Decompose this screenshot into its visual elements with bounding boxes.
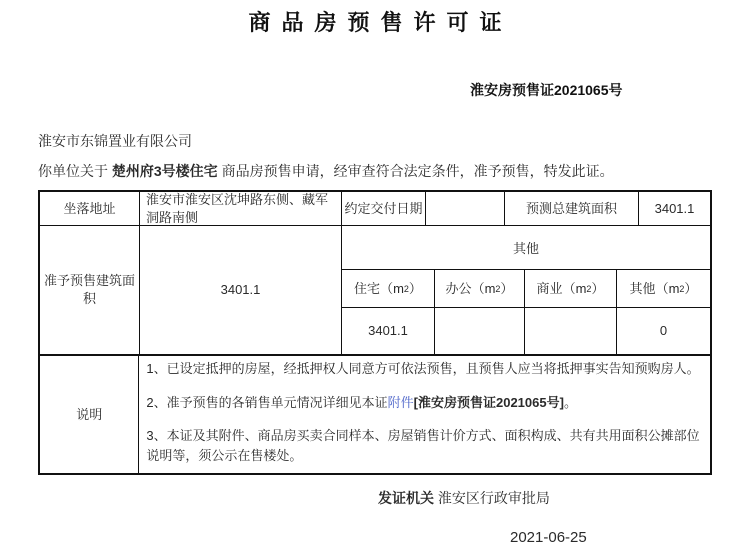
- unit-paren-close: ）: [500, 280, 514, 296]
- unit-header-office: 办公 （m 2 ）: [435, 270, 525, 308]
- certificate-number: 淮安房预售证2021065号: [470, 82, 623, 98]
- permit-table: [38, 190, 712, 475]
- unit-paren-close: ）: [408, 280, 422, 296]
- unit-header-other-text: 其他: [629, 280, 656, 296]
- issuer-label: 发证机关: [378, 490, 434, 506]
- unit-paren-open: （m: [380, 280, 404, 296]
- unit-paren-open: （m: [655, 280, 680, 296]
- unit-header-commercial: 商业 （m 2 ）: [525, 270, 617, 308]
- notes-label: 说明: [40, 356, 139, 473]
- table-row-presale-area: [40, 226, 710, 354]
- unit-header-other: 其他 （m 2 ）: [617, 270, 710, 308]
- total-area-label: 预测总建筑面积: [505, 192, 639, 226]
- issue-date: 2021-06-25: [510, 529, 587, 546]
- note-2-suffix: 。: [563, 394, 577, 410]
- unit-header-residential-text: 住宅: [354, 280, 381, 296]
- unit-value-commercial: [525, 308, 617, 354]
- presale-area-total-value: 3401.1: [140, 226, 342, 354]
- issuer-line: [378, 488, 550, 508]
- intro-suffix: 商品房预售申请，经审查符合法定条件，准予预售，特发此证。: [217, 163, 614, 179]
- other-group-header: 其他: [342, 226, 710, 270]
- page-title: 商品房预售许可证: [248, 10, 513, 35]
- intro-prefix: 你单位关于: [38, 163, 112, 179]
- unit-value-row: [342, 308, 710, 354]
- unit-paren-open: （m: [562, 280, 587, 296]
- unit-value-other: 0: [659, 323, 668, 339]
- address-label: 坐落地址: [40, 192, 140, 226]
- table-row-notes: [40, 354, 710, 473]
- table-row-address: [40, 192, 710, 226]
- intro-sentence: [38, 161, 614, 181]
- notes-content: [139, 356, 710, 473]
- unit-paren-close: ）: [591, 280, 605, 296]
- note-2-cert-ref: [淮安房预售证2021065号]: [413, 394, 564, 410]
- unit-paren-close: ）: [684, 280, 698, 296]
- issuer-value: 淮安区行政审批局: [437, 490, 550, 506]
- unit-header-commercial-text: 商业: [536, 280, 563, 296]
- note-2-prefix: 2、准予预售的各销售单元情况详细见本证: [146, 394, 388, 410]
- note-1: 1、已设定抵押的房屋，经抵押权人同意方可依法预售，且预售人应当将抵押事实告知预购房人。: [146, 361, 700, 376]
- unit-value-residential: 3401.1: [342, 308, 435, 354]
- unit-header-residential: 住宅 （m 2 ）: [342, 270, 435, 308]
- total-area-value: 3401.1: [639, 192, 710, 226]
- project-name: 楚州府3号楼住宅: [111, 163, 218, 179]
- unit-header-row: [342, 270, 710, 308]
- delivery-date-value: [426, 192, 505, 226]
- unit-paren-open: （m: [471, 280, 496, 296]
- presale-area-label: 准予预售建筑面积: [40, 226, 140, 354]
- company-name: 淮安市东锦置业有限公司: [38, 133, 192, 149]
- delivery-date-label: 约定交付日期: [342, 192, 426, 226]
- note-3: 3、本证及其附件、商品房买卖合同样本、房屋销售计价方式、面积构成、共有共用面积公摊部位说明等，须公示在售楼处。: [146, 428, 700, 463]
- presale-breakdown: [342, 226, 710, 354]
- attachment-link[interactable]: 附件: [387, 394, 414, 410]
- unit-value-office: [435, 308, 525, 354]
- address-value: 淮安市淮安区沈坤路东侧、藏军洞路南侧: [140, 192, 342, 226]
- unit-header-office-text: 办公: [445, 280, 472, 296]
- note-2: [146, 393, 703, 413]
